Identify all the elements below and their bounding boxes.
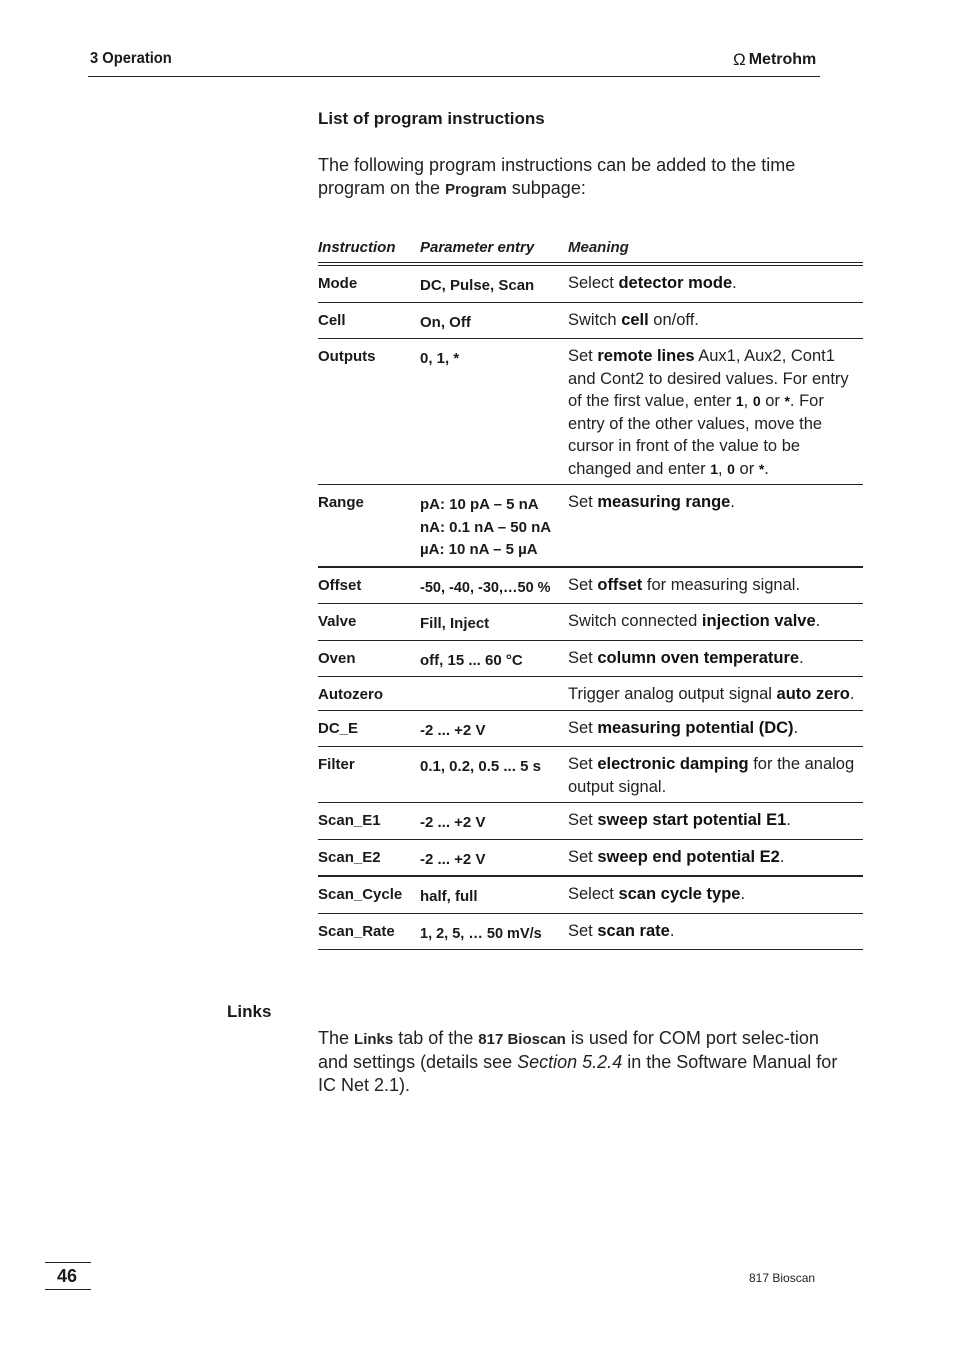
instructions-table [318,236,863,950]
parameter-cell: half, full [420,888,478,905]
column-header-parameter: Parameter entry [420,239,535,256]
table-row [318,677,863,711]
links-paragraph: The Links tab of the 817 Bioscan is used for COM port selec-tion and settings (details see Section 5.2.4 in the Software Manual for IC Net 2.1). [318,1028,838,1095]
table-header-row [318,236,863,263]
header-divider [88,76,820,77]
table-row [318,747,863,803]
parameter-cell: Fill, Inject [420,615,490,632]
parameter-cell: -2 ... +2 V [420,814,486,831]
instruction-cell: Mode [318,275,358,292]
instruction-cell: Valve [318,613,357,630]
table-row [318,303,863,340]
instruction-cell: Scan_E2 [318,848,381,866]
instruction-cell: Scan_Cycle [318,886,403,903]
parameter-cell: DC, Pulse, Scan [420,277,535,294]
instruction-cell: Cell [318,311,346,329]
parameter-cell: 1, 2, 5, … 50 mV/s [420,925,542,942]
table-row [318,568,863,605]
table-row [318,877,863,914]
section-title: List of program instructions [318,109,545,128]
table-row [318,641,863,678]
parameter-cell: off, 15 ... 60 °C [420,651,523,669]
table-row [318,339,863,485]
page-number: 46 [57,1266,78,1286]
meaning-cell: Set remote lines Aux1, Aux2, Cont1 and Cont2 to desired values. For entry of the first value, enter 1, 0 or *. For entry of the other values, move the cursor in front of the value to be changed and enter 1, 0 or *. [568,347,849,478]
instruction-cell: Offset [318,576,362,594]
instruction-cell: Autozero [318,686,383,703]
parameter-cell: 0.1, 0.2, 0.5 ... 5 s [420,758,541,775]
column-header-meaning: Meaning [568,239,629,256]
column-header-instruction: Instruction [318,239,396,256]
intro-paragraph: The following program instructions can be added to the time program on the Program subpage: [318,155,796,198]
footer-product-name: 817 Bioscan [749,1271,816,1285]
meaning-cell: Set scan rate. [568,921,675,940]
meaning-cell: Switch cell on/off. [568,310,699,329]
page-number-rule-bottom [45,1289,91,1290]
instruction-cell: DC_E [318,719,359,737]
brand-name: Metrohm [748,51,817,68]
meaning-cell: Set sweep end potential E2. [568,847,785,866]
meaning-cell: Trigger analog output signal auto zero. [568,685,855,703]
parameter-cell: -2 ... +2 V [420,721,486,739]
meaning-cell: Set column oven temperature. [568,648,804,667]
meaning-cell: Set offset for measuring signal. [568,575,801,594]
table-row [318,840,863,878]
instruction-cell: Range [318,494,364,511]
table-row [318,266,863,303]
instruction-cell: Scan_Rate [318,922,395,940]
page-number-rule-top [45,1262,91,1263]
meaning-cell: Select scan cycle type. [568,885,746,903]
parameter-cell [420,683,568,706]
parameter-cell: -50, -40, -30,…50 % [420,579,551,596]
instruction-cell: Oven [318,649,356,667]
instruction-cell: Outputs [318,348,376,365]
brand-logo [733,50,816,70]
meaning-cell: Set sweep start potential E1. [568,811,791,829]
table-row [318,914,863,951]
table-row [318,803,863,840]
instruction-cell: Filter [318,756,355,773]
meaning-cell: Set electronic damping for the analog output signal. [568,755,855,796]
chapter-header: 3 Operation [90,50,172,67]
parameter-cell: 0, 1, * [420,350,460,367]
parameter-cell: pA: 10 pA – 5 nA nA: 0.1 nA – 50 nA µA: 10 nA – 5 µA [420,496,552,558]
parameter-cell: -2 ... +2 V [420,850,486,868]
table-row [318,711,863,748]
meaning-cell: Select detector mode. [568,274,737,292]
parameter-cell: On, Off [420,313,471,331]
instruction-cell: Scan_E1 [318,812,381,829]
program-subpage-name: Program [445,181,507,198]
metrohm-omega-icon: Ω [733,50,746,69]
links-heading: Links [227,1002,272,1021]
meaning-cell: Switch connected injection valve. [568,612,821,630]
table-row [318,485,863,568]
table-row [318,604,863,641]
meaning-cell: Set measuring range. [568,493,735,511]
meaning-cell: Set measuring potential (DC). [568,718,799,737]
